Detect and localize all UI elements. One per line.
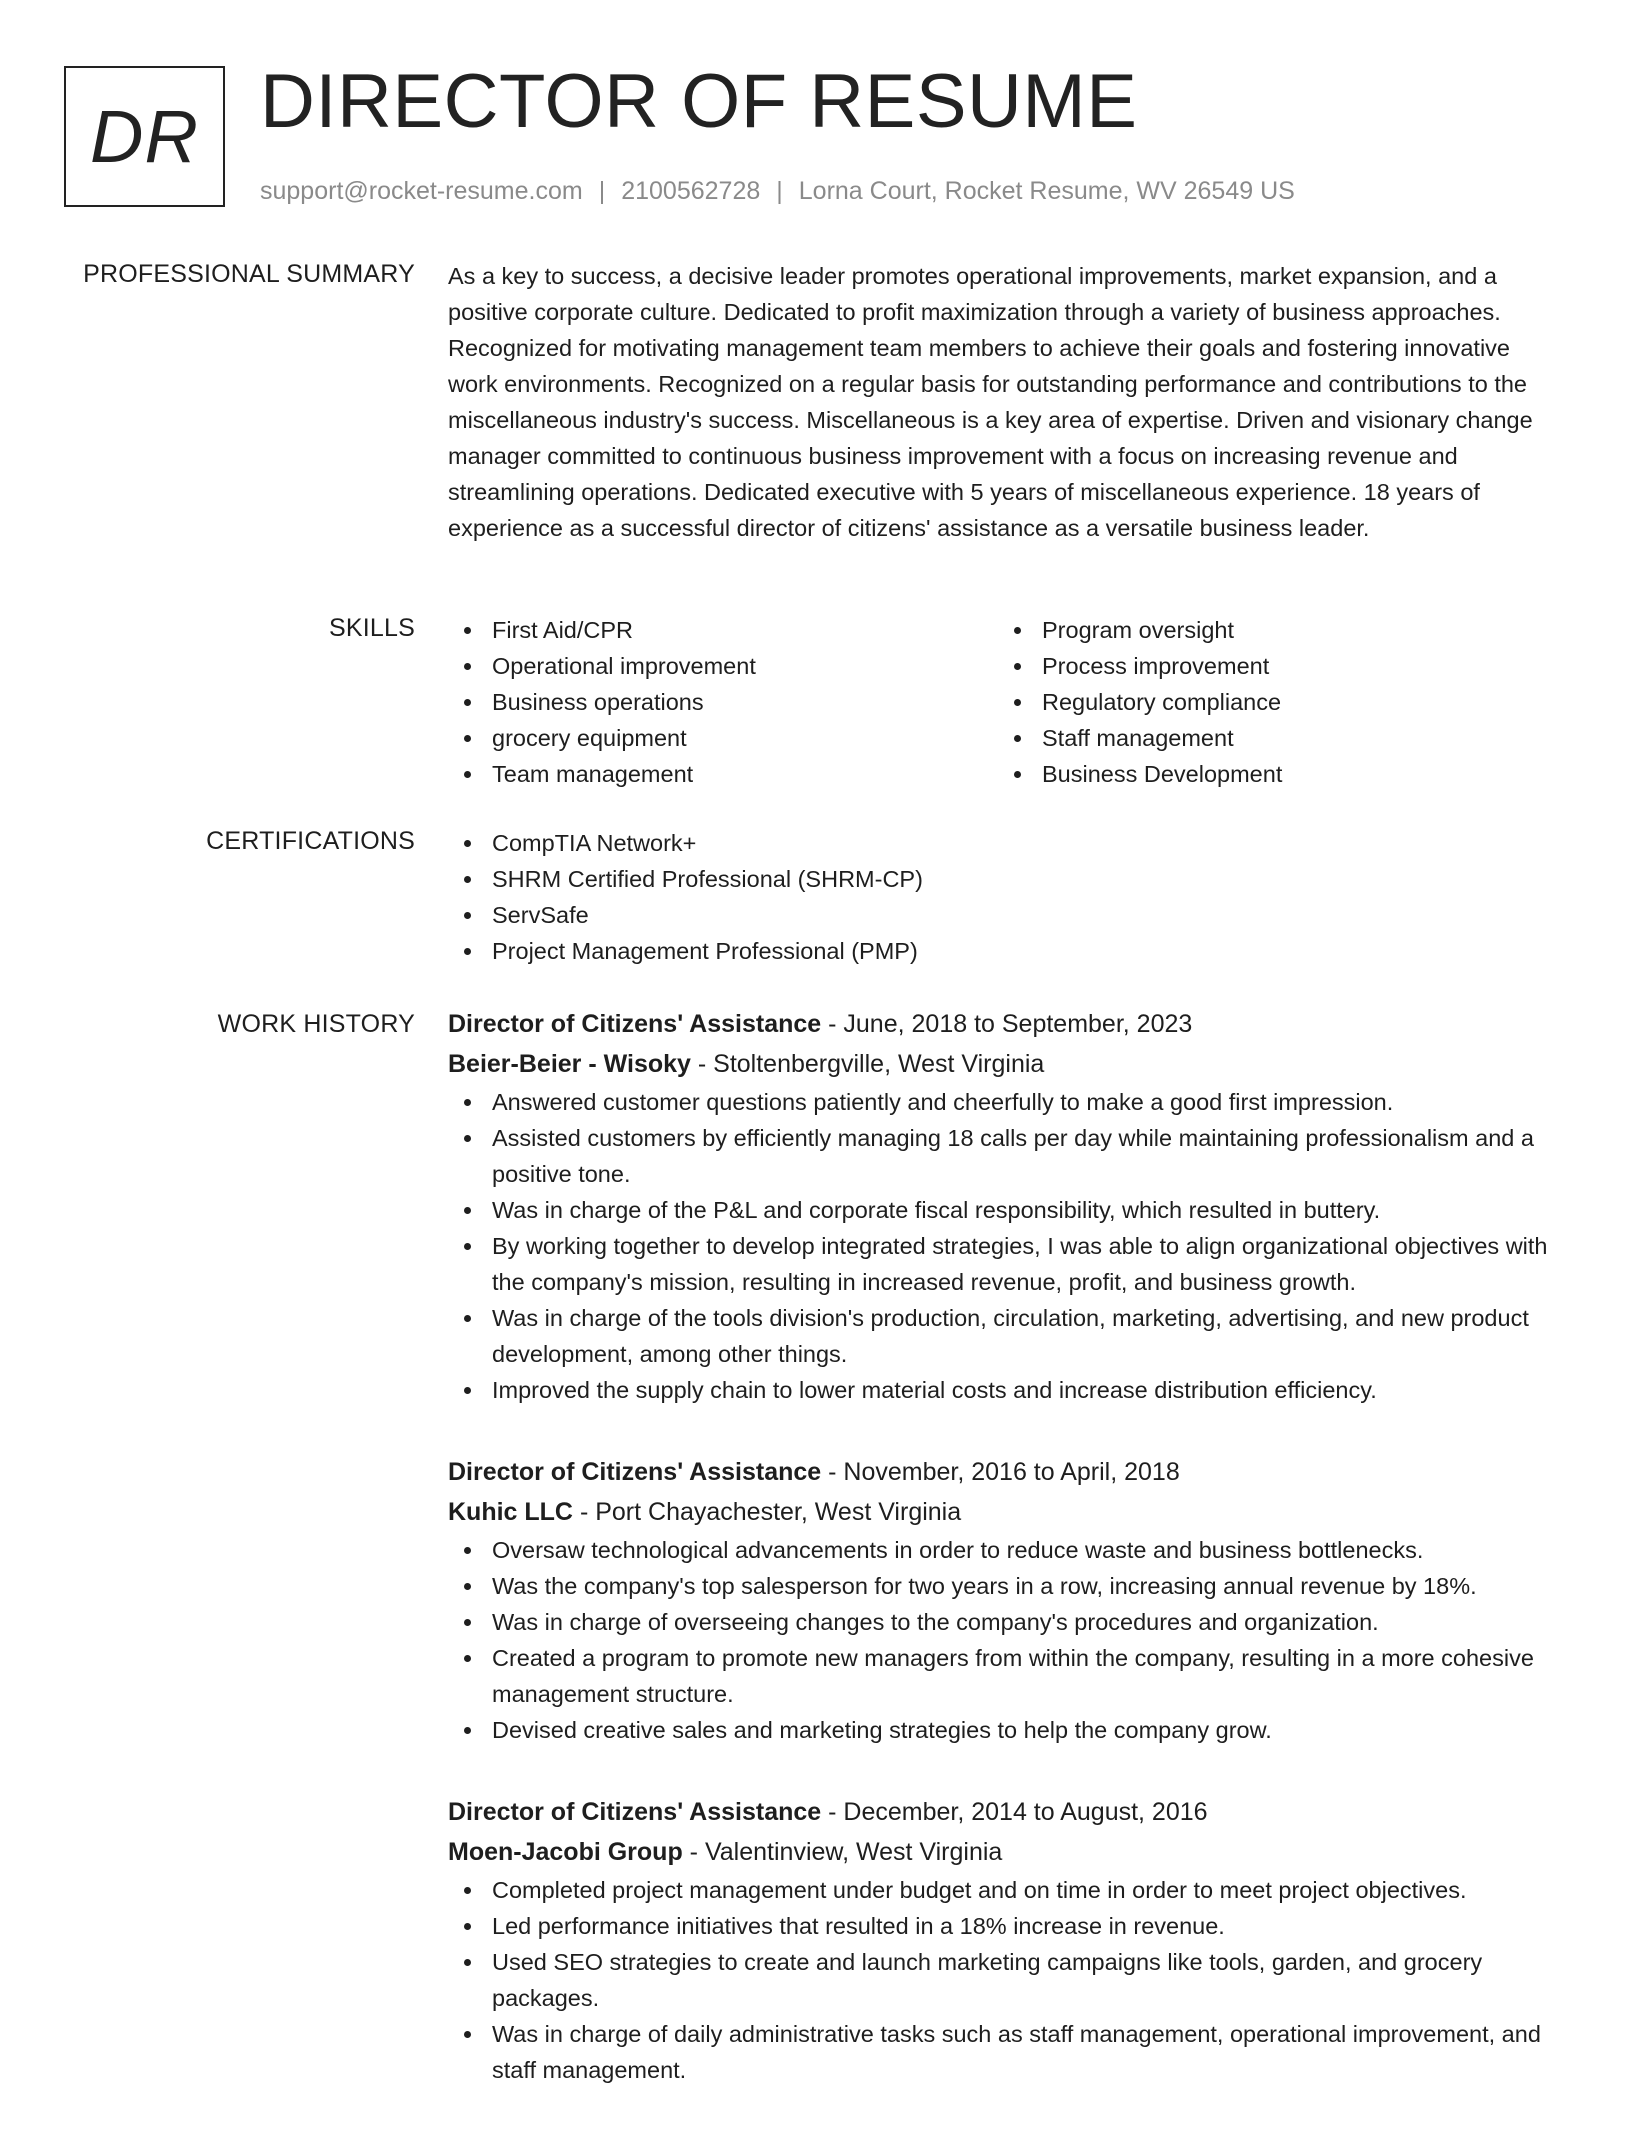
contact-address: Lorna Court, Rocket Resume, WV 26549 US <box>798 177 1295 205</box>
skill-item: Staff management <box>998 720 1548 756</box>
job-bullet: Answered customer questions patiently and cheerfully to make a good first impression. <box>448 1084 1563 1120</box>
job-company-line <box>448 1044 1563 1084</box>
job-entry <box>448 1004 1563 1408</box>
job-bullet: Was in charge of daily administrative tasks such as staff management, operational improvement, and staff management. <box>448 2016 1563 2088</box>
job-bullet: Created a program to promote new managers from within the company, resulting in a more cohesive management structure. <box>448 1640 1563 1712</box>
certifications-list <box>448 825 1563 969</box>
job-bullets <box>448 1084 1563 1408</box>
job-title: Director of Citizens' Assistance <box>448 1010 822 1038</box>
job-location: - Valentinview, West Virginia <box>682 1838 1003 1866</box>
job-dates: - November, 2016 to April, 2018 <box>821 1458 1180 1486</box>
job-location: - Stoltenbergville, West Virginia <box>690 1050 1045 1078</box>
skills-list-left <box>448 612 998 792</box>
skill-item: Regulatory compliance <box>998 684 1548 720</box>
skill-item: Business operations <box>448 684 998 720</box>
certification-item: ServSafe <box>448 897 1563 933</box>
skill-item: Operational improvement <box>448 648 998 684</box>
skill-item: grocery equipment <box>448 720 998 756</box>
job-bullet: Devised creative sales and marketing strategies to help the company grow. <box>448 1712 1563 1748</box>
job-bullet: Improved the supply chain to lower material costs and increase distribution efficiency. <box>448 1372 1563 1408</box>
job-bullet: Completed project management under budget and on time in order to meet project objectives. <box>448 1872 1563 1908</box>
certification-item: SHRM Certified Professional (SHRM-CP) <box>448 861 1563 897</box>
skill-item: Process improvement <box>998 648 1548 684</box>
job-title-line <box>448 1792 1563 1832</box>
certification-item: CompTIA Network+ <box>448 825 1563 861</box>
job-bullet: Was the company's top salesperson for two years in a row, increasing annual revenue by 18%. <box>448 1568 1563 1604</box>
job-location: - Port Chayachester, West Virginia <box>573 1498 962 1526</box>
job-bullet: By working together to develop integrated strategies, I was able to align organizational objectives with the company's mission, resulting in increased revenue, profit, and business growth. <box>448 1228 1563 1300</box>
job-bullets <box>448 1872 1563 2088</box>
job-title: Director of Citizens' Assistance <box>448 1458 822 1486</box>
job-bullet: Was in charge of overseeing changes to the company's procedures and organization. <box>448 1604 1563 1640</box>
job-bullet: Oversaw technological advancements in order to reduce waste and business bottlenecks. <box>448 1532 1563 1568</box>
job-company-line <box>448 1492 1563 1532</box>
job-company: Beier-Beier - Wisoky <box>448 1050 691 1078</box>
contact-separator: | <box>776 177 783 205</box>
job-title-line <box>448 1452 1563 1492</box>
job-entry <box>448 1452 1563 1748</box>
skill-item: First Aid/CPR <box>448 612 998 648</box>
job-company: Moen-Jacobi Group <box>448 1838 683 1866</box>
contact-phone[interactable]: 2100562728 <box>621 177 761 205</box>
job-bullet: Led performance initiatives that resulted in a 18% increase in revenue. <box>448 1908 1563 1944</box>
job-entry <box>448 1792 1563 2088</box>
section-label-certifications: CERTIFICATIONS <box>206 827 415 855</box>
job-title: Director of Citizens' Assistance <box>448 1798 822 1826</box>
job-bullets <box>448 1532 1563 1748</box>
job-title-line <box>448 1004 1563 1044</box>
job-company: Kuhic LLC <box>448 1498 573 1526</box>
section-label-summary: PROFESSIONAL SUMMARY <box>83 260 415 288</box>
certification-item: Project Management Professional (PMP) <box>448 933 1563 969</box>
job-bullet: Was in charge of the tools division's production, circulation, marketing, advertising, and new product development, among other things. <box>448 1300 1563 1372</box>
skill-item: Team management <box>448 756 998 792</box>
job-dates: - June, 2018 to September, 2023 <box>821 1010 1193 1038</box>
skill-item: Business Development <box>998 756 1548 792</box>
contact-line <box>260 176 1295 206</box>
section-label-work-history: WORK HISTORY <box>217 1010 415 1038</box>
job-bullet: Used SEO strategies to create and launch marketing campaigns like tools, garden, and grocery packages. <box>448 1944 1563 2016</box>
skill-item: Program oversight <box>998 612 1548 648</box>
job-company-line <box>448 1832 1563 1872</box>
contact-email[interactable]: support@rocket-resume.com <box>260 177 583 205</box>
monogram-logo: DR <box>64 66 225 207</box>
contact-separator: | <box>598 177 606 205</box>
job-dates: - December, 2014 to August, 2016 <box>821 1798 1208 1826</box>
skills-list-right <box>998 612 1548 792</box>
section-label-skills: SKILLS <box>329 614 415 642</box>
summary-text: As a key to success, a decisive leader promotes operational improvements, market expansion, and a positive corporate culture. Dedicated to profit maximization through a variety of business approaches. Recognized for motivating management team members to achieve their goals and fostering innovative work environments. Recognized on a regular basis for outstanding performance and contributions to the miscellaneous industry's success. Miscellaneous is a key area of expertise. Driven and visionary change manager committed to continuous business improvement with a focus on increasing revenue and streamlining operations. Dedicated executive with 5 years of miscellaneous experience. 18 years of experience as a successful director of citizens' assistance as a versatile business leader. <box>448 263 1533 541</box>
job-bullet: Was in charge of the P&L and corporate fiscal responsibility, which resulted in buttery. <box>448 1192 1563 1228</box>
resume-name: DIRECTOR OF RESUME <box>260 59 1138 144</box>
job-bullet: Assisted customers by efficiently managing 18 calls per day while maintaining professionalism and a positive tone. <box>448 1120 1563 1192</box>
